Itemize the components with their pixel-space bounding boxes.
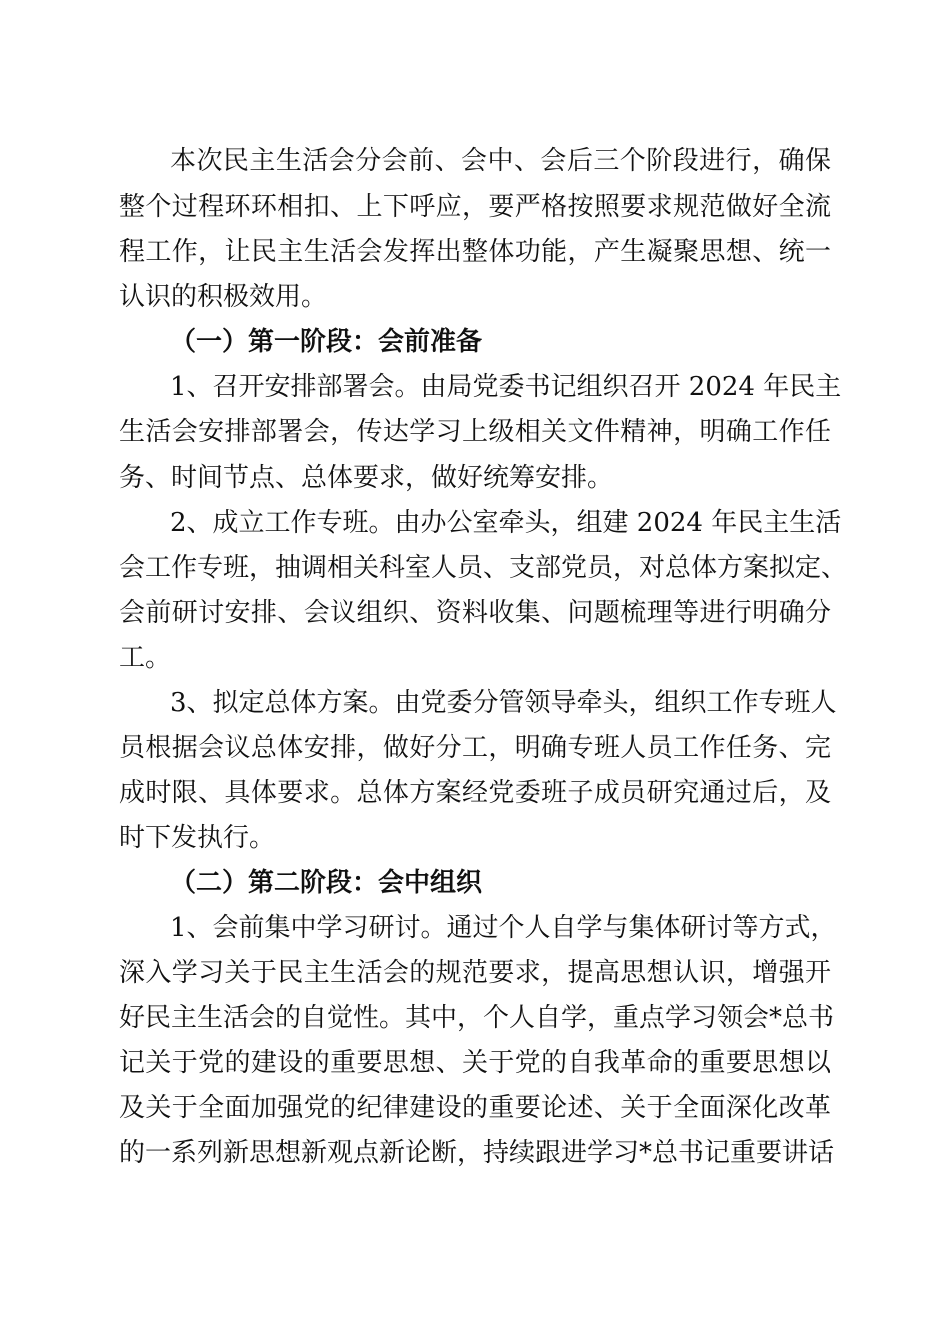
paragraph-line: 1、会前集中学习研讨。通过个人自学与集体研讨等方式， — [170, 913, 837, 943]
paragraph-line: 及关于全面加强党的纪律建设的重要论述、关于全面深化改革 — [119, 1093, 831, 1123]
paragraph-line: 的一系列新思想新观点新论断，持续跟进学习*总书记重要讲话 — [119, 1138, 835, 1168]
paragraph-line: 会工作专班，抽调相关科室人员、支部党员，对总体方案拟定、 — [119, 553, 848, 583]
paragraph-line: 成时限、具体要求。总体方案经党委班子成员研究通过后，及 — [119, 778, 831, 808]
paragraph-line: 程工作，让民主生活会发挥出整体功能，产生凝聚思想、统一 — [119, 237, 831, 267]
paragraph-line: 好民主生活会的自觉性。其中，个人自学，重点学习领会*总书 — [119, 1003, 835, 1033]
section-heading: （二）第二阶段：会中组织 — [170, 868, 483, 898]
section-heading: （一）第一阶段：会前准备 — [170, 327, 483, 357]
paragraph-line: 员根据会议总体安排，做好分工，明确专班人员工作任务、完 — [119, 733, 831, 763]
paragraph-line: 1、召开安排部署会。由局党委书记组织召开 2024 年民主 — [170, 372, 842, 402]
paragraph-line: 生活会安排部署会，传达学习上级相关文件精神，明确工作任 — [119, 417, 831, 447]
paragraph-line: 时下发执行。 — [119, 823, 276, 853]
paragraph-line: 3、拟定总体方案。由党委分管领导牵头，组织工作专班人 — [170, 688, 837, 718]
paragraph-line: 会前研讨安排、会议组织、资料收集、问题梳理等进行明确分 — [119, 598, 831, 628]
paragraph-line: 本次民主生活会分会前、会中、会后三个阶段进行，确保 — [170, 146, 831, 176]
paragraph-line: 2、成立工作专班。由办公室牵头，组建 2024 年民主生活 — [170, 508, 842, 538]
paragraph-line: 深入学习关于民主生活会的规范要求，提高思想认识，增强开 — [119, 958, 831, 988]
paragraph-line: 记关于党的建设的重要思想、关于党的自我革命的重要思想以 — [119, 1048, 831, 1078]
paragraph-line: 务、时间节点、总体要求，做好统筹安排。 — [119, 463, 614, 493]
paragraph-line: 整个过程环环相扣、上下呼应，要严格按照要求规范做好全流 — [119, 192, 831, 222]
paragraph-line: 工。 — [119, 643, 172, 673]
paragraph-line: 认识的积极效用。 — [119, 282, 328, 312]
